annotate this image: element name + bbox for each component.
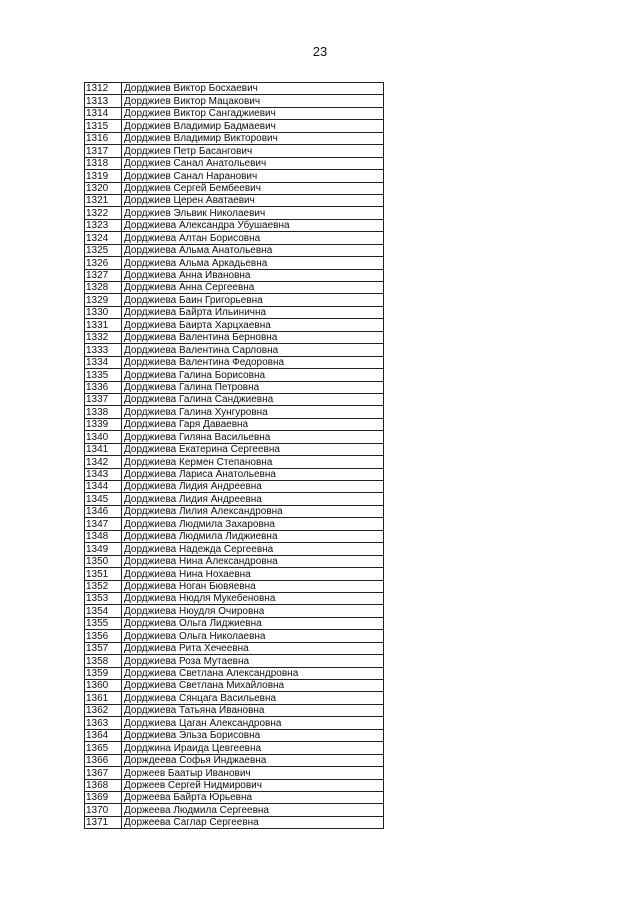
person-name: Дорджиева Гаря Даваевна (122, 418, 384, 430)
person-name: Дорджиева Байрта Ильинична (122, 306, 384, 318)
person-name: Дорджиева Людмила Захаровна (122, 518, 384, 530)
row-number: 1321 (85, 194, 122, 206)
row-number: 1364 (85, 729, 122, 741)
table-row (85, 219, 384, 231)
person-name: Дорджиева Цаган Александровна (122, 717, 384, 729)
table-row (85, 381, 384, 393)
table-row (85, 767, 384, 779)
row-number: 1348 (85, 530, 122, 542)
row-number: 1338 (85, 406, 122, 418)
person-name: Дорджиева Валентина Сарловна (122, 344, 384, 356)
person-name: Дорджиев Санал Наранович (122, 170, 384, 182)
person-name: Дорджиева Кермен Степановна (122, 456, 384, 468)
person-name: Дорджиева Лидия Андреевна (122, 493, 384, 505)
table-row (85, 269, 384, 281)
row-number: 1332 (85, 331, 122, 343)
row-number: 1313 (85, 95, 122, 107)
table-row (85, 804, 384, 816)
table-row (85, 692, 384, 704)
table-row (85, 481, 384, 493)
table-row (85, 791, 384, 803)
table-row (85, 107, 384, 119)
table-row (85, 406, 384, 418)
person-name: Доржеева Саглар Сергеевна (122, 816, 384, 828)
table-row (85, 344, 384, 356)
person-name: Дорджиева Галина Борисовна (122, 369, 384, 381)
person-name: Дорджиева Нюдля Мукебеновна (122, 592, 384, 604)
row-number: 1335 (85, 369, 122, 381)
table-row (85, 617, 384, 629)
row-number: 1330 (85, 306, 122, 318)
person-name: Дорджиева Лариса Анатольевна (122, 468, 384, 480)
row-number: 1349 (85, 543, 122, 555)
table-row (85, 393, 384, 405)
table-row (85, 592, 384, 604)
row-number: 1342 (85, 456, 122, 468)
table-row (85, 306, 384, 318)
person-name: Дорджиева Надежда Сергеевна (122, 543, 384, 555)
person-name: Дорджиева Баин Григорьевна (122, 294, 384, 306)
row-number: 1350 (85, 555, 122, 567)
person-name: Дорджиев Виктор Сангаджиевич (122, 107, 384, 119)
table-row (85, 493, 384, 505)
table-row (85, 630, 384, 642)
person-name: Доржеев Баатыр Иванович (122, 767, 384, 779)
person-name: Доржеева Байрта Юрьевна (122, 791, 384, 803)
names-table (84, 82, 384, 829)
row-number: 1336 (85, 381, 122, 393)
row-number: 1326 (85, 257, 122, 269)
table-row (85, 704, 384, 716)
row-number: 1347 (85, 518, 122, 530)
row-number: 1324 (85, 232, 122, 244)
table-row (85, 294, 384, 306)
table-row (85, 642, 384, 654)
person-name: Дорджиева Галина Санджиевна (122, 393, 384, 405)
row-number: 1331 (85, 319, 122, 331)
person-name: Дорджиева Ольга Николаевна (122, 630, 384, 642)
table-row (85, 717, 384, 729)
table-row (85, 418, 384, 430)
row-number: 1334 (85, 356, 122, 368)
person-name: Дорджиева Ольга Лиджиевна (122, 617, 384, 629)
person-name: Дорджиева Сянцага Васильевна (122, 692, 384, 704)
row-number: 1352 (85, 580, 122, 592)
row-number: 1361 (85, 692, 122, 704)
table-row (85, 232, 384, 244)
row-number: 1362 (85, 704, 122, 716)
person-name: Дорджиева Лидия Андреевна (122, 481, 384, 493)
person-name: Дорджиева Роза Мутаевна (122, 655, 384, 667)
table-row (85, 456, 384, 468)
row-number: 1358 (85, 655, 122, 667)
person-name: Дорджиев Владимир Бадмаевич (122, 120, 384, 132)
row-number: 1327 (85, 269, 122, 281)
row-number: 1351 (85, 568, 122, 580)
person-name: Дорджиева Светлана Александровна (122, 667, 384, 679)
person-name: Дорджиев Эльвик Николаевич (122, 207, 384, 219)
row-number: 1355 (85, 617, 122, 629)
row-number: 1365 (85, 742, 122, 754)
table-row (85, 95, 384, 107)
row-number: 1341 (85, 443, 122, 455)
row-number: 1323 (85, 219, 122, 231)
row-number: 1340 (85, 431, 122, 443)
table-row (85, 170, 384, 182)
person-name: Дорджиева Лилия Александровна (122, 505, 384, 517)
row-number: 1314 (85, 107, 122, 119)
row-number: 1318 (85, 157, 122, 169)
row-number: 1329 (85, 294, 122, 306)
person-name: Дорджиева Гиляна Васильевна (122, 431, 384, 443)
row-number: 1320 (85, 182, 122, 194)
row-number: 1354 (85, 605, 122, 617)
person-name: Дорджиев Санал Анатольевич (122, 157, 384, 169)
row-number: 1344 (85, 481, 122, 493)
person-name: Дорджиева Валентина Берновна (122, 331, 384, 343)
person-name: Дорджиева Екатерина Сергеевна (122, 443, 384, 455)
row-number: 1371 (85, 816, 122, 828)
row-number: 1315 (85, 120, 122, 132)
table-row (85, 83, 384, 95)
person-name: Дорджиева Анна Сергеевна (122, 282, 384, 294)
row-number: 1316 (85, 132, 122, 144)
person-name: Дорджиева Светлана Михайловна (122, 680, 384, 692)
table-row (85, 244, 384, 256)
row-number: 1370 (85, 804, 122, 816)
person-name: Доржеев Сергей Нидмирович (122, 779, 384, 791)
person-name: Дорджиева Альма Анатольевна (122, 244, 384, 256)
row-number: 1353 (85, 592, 122, 604)
person-name: Доржеева Людмила Сергеевна (122, 804, 384, 816)
person-name: Дорджиева Альма Аркадьевна (122, 257, 384, 269)
table-row (85, 257, 384, 269)
table-row (85, 194, 384, 206)
person-name: Дорджиев Петр Басангович (122, 145, 384, 157)
row-number: 1317 (85, 145, 122, 157)
person-name: Дорджиев Виктор Мацакович (122, 95, 384, 107)
table-row (85, 729, 384, 741)
table-row (85, 680, 384, 692)
person-name: Дорджиева Алтан Борисовна (122, 232, 384, 244)
person-name: Дорджиев Сергей Бембеевич (122, 182, 384, 194)
person-name: Дорджиева Галина Хунгуровна (122, 406, 384, 418)
row-number: 1368 (85, 779, 122, 791)
person-name: Дорджиева Анна Ивановна (122, 269, 384, 281)
table-row (85, 605, 384, 617)
person-name: Дорджиева Людмила Лиджиевна (122, 530, 384, 542)
table-row (85, 331, 384, 343)
row-number: 1325 (85, 244, 122, 256)
row-number: 1343 (85, 468, 122, 480)
table-row (85, 157, 384, 169)
row-number: 1322 (85, 207, 122, 219)
person-name: Дорджиева Баирта Харцхаевна (122, 319, 384, 331)
table-row (85, 816, 384, 828)
row-number: 1369 (85, 791, 122, 803)
person-name: Дорджиев Владимир Викторович (122, 132, 384, 144)
table-row (85, 443, 384, 455)
table-body (85, 83, 384, 829)
row-number: 1319 (85, 170, 122, 182)
table-row (85, 132, 384, 144)
table-row (85, 779, 384, 791)
table-row (85, 505, 384, 517)
person-name: Дорджиева Нина Нохаевна (122, 568, 384, 580)
person-name: Дорджиева Эльза Борисовна (122, 729, 384, 741)
table-row (85, 580, 384, 592)
row-number: 1360 (85, 680, 122, 692)
table-row (85, 282, 384, 294)
person-name: Дорджиева Татьяна Ивановна (122, 704, 384, 716)
table-row (85, 431, 384, 443)
row-number: 1367 (85, 767, 122, 779)
person-name: Дорджиева Валентина Федоровна (122, 356, 384, 368)
row-number: 1333 (85, 344, 122, 356)
table-row (85, 667, 384, 679)
table-row (85, 555, 384, 567)
person-name: Дорджиева Ноган Бювяевна (122, 580, 384, 592)
row-number: 1345 (85, 493, 122, 505)
row-number: 1357 (85, 642, 122, 654)
table-row (85, 145, 384, 157)
table-row (85, 543, 384, 555)
table-row (85, 319, 384, 331)
person-name: Дорджиева Нина Александровна (122, 555, 384, 567)
row-number: 1346 (85, 505, 122, 517)
person-name: Дорджина Ираида Цевгеевна (122, 742, 384, 754)
person-name: Дорждеева Софья Инджаевна (122, 754, 384, 766)
table-row (85, 518, 384, 530)
page-number: 23 (312, 44, 328, 59)
table-row (85, 530, 384, 542)
table-row (85, 754, 384, 766)
row-number: 1328 (85, 282, 122, 294)
person-name: Дорджиева Александра Убушаевна (122, 219, 384, 231)
row-number: 1359 (85, 667, 122, 679)
row-number: 1363 (85, 717, 122, 729)
person-name: Дорджиева Рита Хечеевна (122, 642, 384, 654)
table-row (85, 568, 384, 580)
row-number: 1337 (85, 393, 122, 405)
person-name: Дорджиева Нюудля Очировна (122, 605, 384, 617)
person-name: Дорджиев Церен Аватаевич (122, 194, 384, 206)
row-number: 1366 (85, 754, 122, 766)
table-row (85, 120, 384, 132)
table-row (85, 182, 384, 194)
table-row (85, 742, 384, 754)
row-number: 1339 (85, 418, 122, 430)
table-row (85, 468, 384, 480)
table-row (85, 655, 384, 667)
person-name: Дорджиев Виктор Босхаевич (122, 83, 384, 95)
row-number: 1356 (85, 630, 122, 642)
person-name: Дорджиева Галина Петровна (122, 381, 384, 393)
table-row (85, 207, 384, 219)
row-number: 1312 (85, 83, 122, 95)
table-row (85, 356, 384, 368)
table-row (85, 369, 384, 381)
